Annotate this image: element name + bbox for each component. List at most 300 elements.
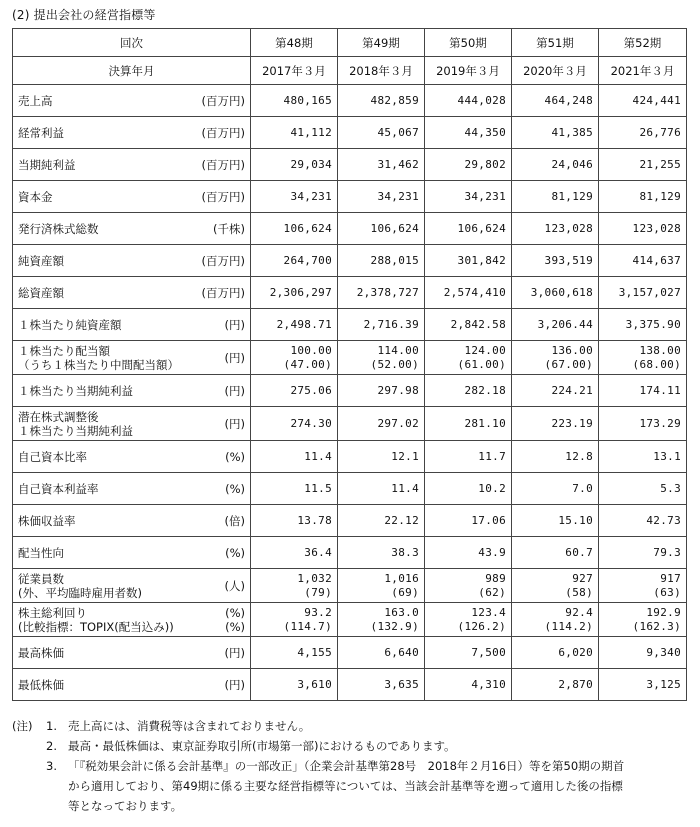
- value: 3,635: [384, 677, 419, 691]
- row-label-cell: [13, 637, 251, 669]
- note-text: 「『税効果会計に係る会計基準』の一部改正」（企業会計基準第28号 2018年２月16日）等を第50期の期首: [68, 759, 625, 773]
- value-cell: [251, 85, 338, 117]
- value: 2,574,410: [443, 285, 506, 299]
- value: 136.00: [551, 343, 593, 357]
- row-label: 株価収益率: [18, 513, 76, 528]
- row-label: 純資産額: [18, 253, 64, 268]
- value-cell: [512, 375, 599, 407]
- row-label: 経常利益: [18, 125, 64, 140]
- value: 43.9: [478, 545, 506, 559]
- value: 42.73: [646, 513, 681, 527]
- table-row: [13, 473, 687, 505]
- row-unit: (円): [224, 416, 245, 431]
- value-cell: [512, 441, 599, 473]
- value-cell: [599, 245, 687, 277]
- row-label: 最高株価: [18, 645, 64, 660]
- value: 2,842.58: [450, 317, 506, 331]
- value: 464,248: [544, 93, 593, 107]
- value-cell: [251, 505, 338, 537]
- value: 3,610: [297, 677, 332, 691]
- value: 2,716.39: [363, 317, 419, 331]
- period-header: 第49期: [338, 29, 425, 57]
- value-cell: [599, 603, 687, 637]
- value-cell: [251, 341, 338, 375]
- value: 281.10: [464, 416, 506, 430]
- value: 297.98: [377, 383, 419, 397]
- row-unit: (円): [224, 350, 245, 365]
- row-label: 株主総利回り: [18, 605, 87, 620]
- value-cell: [251, 245, 338, 277]
- period-header: 第48期: [251, 29, 338, 57]
- sub-value: (162.3): [632, 619, 681, 633]
- note-text: 売上高には、消費税等は含まれておりません。: [68, 719, 311, 733]
- fiscal-date-row: [13, 57, 687, 85]
- value: 12.8: [565, 449, 593, 463]
- value-cell: [338, 149, 425, 181]
- value-cell: [251, 149, 338, 181]
- table-row: [13, 181, 687, 213]
- fiscal-date: 2017年３月: [251, 57, 338, 85]
- value-cell: [512, 213, 599, 245]
- value-cell: [512, 603, 599, 637]
- note-item: [12, 716, 688, 736]
- row-label-cell: [13, 441, 251, 473]
- value-cell: [425, 375, 512, 407]
- row-label-cell: [13, 375, 251, 407]
- value-cell: [425, 669, 512, 701]
- value-cell: [599, 375, 687, 407]
- row-label: １株当たり純資産額: [18, 317, 122, 332]
- value: 989: [485, 571, 506, 585]
- sub-value: (114.2): [544, 619, 593, 633]
- value-cell: [599, 505, 687, 537]
- value: 11.5: [304, 481, 332, 495]
- value-cell: [599, 569, 687, 603]
- period-header: 第50期: [425, 29, 512, 57]
- value: 21,255: [639, 157, 681, 171]
- sub-value: (126.2): [457, 619, 506, 633]
- table-row: [13, 117, 687, 149]
- period-header-row: [13, 29, 687, 57]
- value-cell: [425, 117, 512, 149]
- value: 17.06: [471, 513, 506, 527]
- fiscal-date: 2019年３月: [425, 57, 512, 85]
- value: 123,028: [632, 221, 681, 235]
- row-unit: (百万円): [201, 285, 245, 300]
- row-unit: (百万円): [201, 189, 245, 204]
- value: 44,350: [464, 125, 506, 139]
- value-cell: [338, 669, 425, 701]
- sub-value: (68.00): [632, 357, 681, 371]
- value-cell: [425, 603, 512, 637]
- value: 3,206.44: [537, 317, 593, 331]
- value: 138.00: [639, 343, 681, 357]
- row-label: 配当性向: [18, 545, 64, 560]
- table-row: [13, 569, 687, 603]
- row-label: 発行済株式総数: [18, 221, 99, 236]
- note-number: 1.: [46, 719, 57, 733]
- value-cell: [512, 277, 599, 309]
- value: 124.00: [464, 343, 506, 357]
- value-cell: [599, 441, 687, 473]
- value: 2,870: [558, 677, 593, 691]
- value-cell: [251, 407, 338, 441]
- value: 163.0: [384, 605, 419, 619]
- value-cell: [425, 441, 512, 473]
- value-cell: [425, 473, 512, 505]
- value: 45,067: [377, 125, 419, 139]
- value: 917: [660, 571, 681, 585]
- table-row: [13, 245, 687, 277]
- row-unit: (円): [224, 383, 245, 398]
- note-continuation: から適用しており、第49期に係る主要な経営指標等については、当該会計基準等を遡って適用した後の指標: [68, 779, 623, 793]
- value-cell: [338, 505, 425, 537]
- value-cell: [425, 569, 512, 603]
- row-label-cell: [13, 245, 251, 277]
- value: 36.4: [304, 545, 332, 559]
- table-row: [13, 603, 687, 637]
- value-cell: [251, 117, 338, 149]
- value: 11.7: [478, 449, 506, 463]
- value: 5.3: [660, 481, 681, 495]
- value: 224.21: [551, 383, 593, 397]
- value: 4,310: [471, 677, 506, 691]
- value: 223.19: [551, 416, 593, 430]
- value: 480,165: [283, 93, 332, 107]
- table-row: [13, 537, 687, 569]
- sub-value: (114.7): [283, 619, 332, 633]
- value: 7,500: [471, 645, 506, 659]
- notes-section: [12, 716, 688, 816]
- value: 9,340: [646, 645, 681, 659]
- value: 3,375.90: [625, 317, 681, 331]
- row-label-cell: [13, 149, 251, 181]
- value-cell: [599, 669, 687, 701]
- value: 38.3: [391, 545, 419, 559]
- value: 12.1: [391, 449, 419, 463]
- value-cell: [338, 603, 425, 637]
- value-cell: [425, 277, 512, 309]
- value-cell: [251, 569, 338, 603]
- row-label-cell: [13, 181, 251, 213]
- row-label-cell: [13, 341, 251, 375]
- fiscal-date: 2020年３月: [512, 57, 599, 85]
- sub-value: (52.00): [370, 357, 419, 371]
- value: 264,700: [283, 253, 332, 267]
- value-cell: [251, 213, 338, 245]
- table-row: [13, 85, 687, 117]
- table-row: [13, 637, 687, 669]
- value: 106,624: [457, 221, 506, 235]
- table-row: [13, 407, 687, 441]
- row-unit: (人): [224, 578, 245, 593]
- value-cell: [512, 637, 599, 669]
- row-label: (比較指標：TOPIX(配当込み)): [18, 619, 174, 634]
- value-cell: [512, 149, 599, 181]
- value-cell: [251, 603, 338, 637]
- value: 6,640: [384, 645, 419, 659]
- value: 6,020: [558, 645, 593, 659]
- row-unit: (%): [225, 605, 245, 620]
- value: 274.30: [290, 416, 332, 430]
- sub-value: (62): [478, 585, 506, 599]
- table-row: [13, 149, 687, 181]
- value: 192.9: [646, 605, 681, 619]
- value: 11.4: [304, 449, 332, 463]
- value-cell: [512, 309, 599, 341]
- row-label-cell: [13, 117, 251, 149]
- value-cell: [251, 309, 338, 341]
- row-label-cell: [13, 309, 251, 341]
- row-unit: (百万円): [201, 157, 245, 172]
- value-cell: [599, 537, 687, 569]
- row-label: （うち１株当たり中間配当額）: [18, 357, 179, 372]
- value: 393,519: [544, 253, 593, 267]
- row-label-cell: [13, 473, 251, 505]
- value-cell: [425, 637, 512, 669]
- fiscal-date: 2018年３月: [338, 57, 425, 85]
- value-cell: [251, 537, 338, 569]
- notes-prefix: (注): [12, 719, 33, 733]
- value-cell: [599, 181, 687, 213]
- note-number: 2.: [46, 739, 57, 753]
- header-row-label: 回次: [13, 29, 251, 57]
- value-cell: [512, 181, 599, 213]
- row-label: (外、平均臨時雇用者数): [18, 585, 142, 600]
- row-unit: (%): [225, 545, 245, 560]
- row-unit: (円): [224, 317, 245, 332]
- value-cell: [251, 669, 338, 701]
- value: 10.2: [478, 481, 506, 495]
- value-cell: [425, 149, 512, 181]
- period-label: 決算年月: [13, 57, 251, 85]
- value: 275.06: [290, 383, 332, 397]
- value: 301,842: [457, 253, 506, 267]
- table-row: [13, 213, 687, 245]
- value: 106,624: [283, 221, 332, 235]
- table-row: [13, 669, 687, 701]
- value-cell: [512, 569, 599, 603]
- value: 288,015: [370, 253, 419, 267]
- fiscal-date: 2021年３月: [599, 57, 687, 85]
- row-label-cell: [13, 85, 251, 117]
- sub-value: (63): [653, 585, 681, 599]
- row-label: 自己資本利益率: [18, 481, 99, 496]
- value-cell: [425, 213, 512, 245]
- row-unit: (%): [225, 449, 245, 464]
- value: 444,028: [457, 93, 506, 107]
- row-unit: (千株): [213, 221, 245, 236]
- row-label: 資本金: [18, 189, 53, 204]
- value: 414,637: [632, 253, 681, 267]
- row-label: １株当たり当期純利益: [18, 423, 133, 438]
- row-label: １株当たり配当額: [18, 343, 110, 358]
- value: 15.10: [558, 513, 593, 527]
- table-row: [13, 505, 687, 537]
- value: 92.4: [565, 605, 593, 619]
- value: 123.4: [471, 605, 506, 619]
- value-cell: [251, 441, 338, 473]
- row-label: 総資産額: [18, 285, 64, 300]
- value: 11.4: [391, 481, 419, 495]
- table-row: [13, 375, 687, 407]
- value: 29,034: [290, 157, 332, 171]
- value: 34,231: [377, 189, 419, 203]
- row-label-cell: [13, 213, 251, 245]
- row-label: 売上高: [18, 93, 53, 108]
- value: 2,498.71: [276, 317, 332, 331]
- row-label-cell: [13, 407, 251, 441]
- table-row: [13, 341, 687, 375]
- sub-value: (69): [391, 585, 419, 599]
- period-header: 第51期: [512, 29, 599, 57]
- value-cell: [512, 117, 599, 149]
- value: 41,385: [551, 125, 593, 139]
- value: 424,441: [632, 93, 681, 107]
- value-cell: [599, 309, 687, 341]
- value-cell: [425, 309, 512, 341]
- sub-value: (79): [304, 585, 332, 599]
- value-cell: [338, 407, 425, 441]
- row-label: 当期純利益: [18, 157, 76, 172]
- value: 41,112: [290, 125, 332, 139]
- value-cell: [338, 245, 425, 277]
- row-unit: (百万円): [201, 93, 245, 108]
- row-unit: (円): [224, 677, 245, 692]
- sub-value: (67.00): [544, 357, 593, 371]
- sub-value: (47.00): [283, 357, 332, 371]
- value: 13.1: [653, 449, 681, 463]
- value: 34,231: [290, 189, 332, 203]
- note-text: 最高・最低株価は、東京証券取引所(市場第一部)におけるものであります。: [68, 739, 456, 753]
- value-cell: [425, 341, 512, 375]
- table-row: [13, 309, 687, 341]
- value: 114.00: [377, 343, 419, 357]
- value: 282.18: [464, 383, 506, 397]
- value-cell: [338, 637, 425, 669]
- value: 4,155: [297, 645, 332, 659]
- value: 81,129: [551, 189, 593, 203]
- value-cell: [512, 85, 599, 117]
- row-label: 自己資本比率: [18, 449, 87, 464]
- value-cell: [251, 375, 338, 407]
- value-cell: [599, 213, 687, 245]
- value: 26,776: [639, 125, 681, 139]
- row-label: １株当たり当期純利益: [18, 383, 133, 398]
- value-cell: [599, 637, 687, 669]
- value: 24,046: [551, 157, 593, 171]
- value-cell: [599, 85, 687, 117]
- value-cell: [512, 407, 599, 441]
- value: 81,129: [639, 189, 681, 203]
- row-unit: (円): [224, 645, 245, 660]
- value: 29,802: [464, 157, 506, 171]
- financial-indicators-table: [12, 28, 687, 701]
- value-cell: [338, 277, 425, 309]
- value: 60.7: [565, 545, 593, 559]
- note-number: 3.: [46, 759, 57, 773]
- value: 79.3: [653, 545, 681, 559]
- table-row: [13, 441, 687, 473]
- row-unit: (百万円): [201, 253, 245, 268]
- value-cell: [512, 505, 599, 537]
- value: 2,378,727: [356, 285, 419, 299]
- sub-value: (132.9): [370, 619, 419, 633]
- value: 2,306,297: [269, 285, 332, 299]
- value-cell: [599, 473, 687, 505]
- value: 34,231: [464, 189, 506, 203]
- value-cell: [338, 473, 425, 505]
- value-cell: [425, 537, 512, 569]
- value: 1,016: [384, 571, 419, 585]
- row-unit: (百万円): [201, 125, 245, 140]
- value-cell: [251, 637, 338, 669]
- value-cell: [251, 473, 338, 505]
- value-cell: [425, 505, 512, 537]
- value-cell: [425, 85, 512, 117]
- value-cell: [338, 537, 425, 569]
- value: 174.11: [639, 383, 681, 397]
- section-title: (2) 提出会社の経営指標等: [12, 8, 156, 22]
- row-label-cell: [13, 537, 251, 569]
- value: 13.78: [297, 513, 332, 527]
- value: 106,624: [370, 221, 419, 235]
- value: 123,028: [544, 221, 593, 235]
- value-cell: [512, 245, 599, 277]
- value-cell: [599, 407, 687, 441]
- value: 3,125: [646, 677, 681, 691]
- row-label-cell: [13, 277, 251, 309]
- value: 1,032: [297, 571, 332, 585]
- value-cell: [512, 473, 599, 505]
- note-item: [12, 756, 688, 776]
- value-cell: [599, 117, 687, 149]
- row-label: 従業員数: [18, 571, 64, 586]
- value-cell: [338, 85, 425, 117]
- value: 31,462: [377, 157, 419, 171]
- note-item: [12, 736, 688, 756]
- value-cell: [599, 341, 687, 375]
- period-header: 第52期: [599, 29, 687, 57]
- sub-value: (58): [565, 585, 593, 599]
- value: 173.29: [639, 416, 681, 430]
- value-cell: [338, 309, 425, 341]
- value-cell: [251, 181, 338, 213]
- value: 3,060,618: [530, 285, 593, 299]
- sub-value: (61.00): [457, 357, 506, 371]
- value-cell: [338, 569, 425, 603]
- value-cell: [338, 441, 425, 473]
- value: 297.02: [377, 416, 419, 430]
- value-cell: [338, 117, 425, 149]
- value-cell: [512, 669, 599, 701]
- value-cell: [425, 245, 512, 277]
- value-cell: [425, 181, 512, 213]
- row-label-cell: [13, 669, 251, 701]
- table-row: [13, 277, 687, 309]
- row-unit: (%): [225, 481, 245, 496]
- value-cell: [512, 537, 599, 569]
- row-label: 潜在株式調整後: [18, 409, 99, 424]
- row-label-cell: [13, 603, 251, 637]
- value-cell: [338, 181, 425, 213]
- note-continuation: 等となっております。: [68, 799, 183, 813]
- row-unit: (倍): [224, 513, 245, 528]
- value: 22.12: [384, 513, 419, 527]
- row-label-cell: [13, 569, 251, 603]
- value-cell: [599, 277, 687, 309]
- value: 100.00: [290, 343, 332, 357]
